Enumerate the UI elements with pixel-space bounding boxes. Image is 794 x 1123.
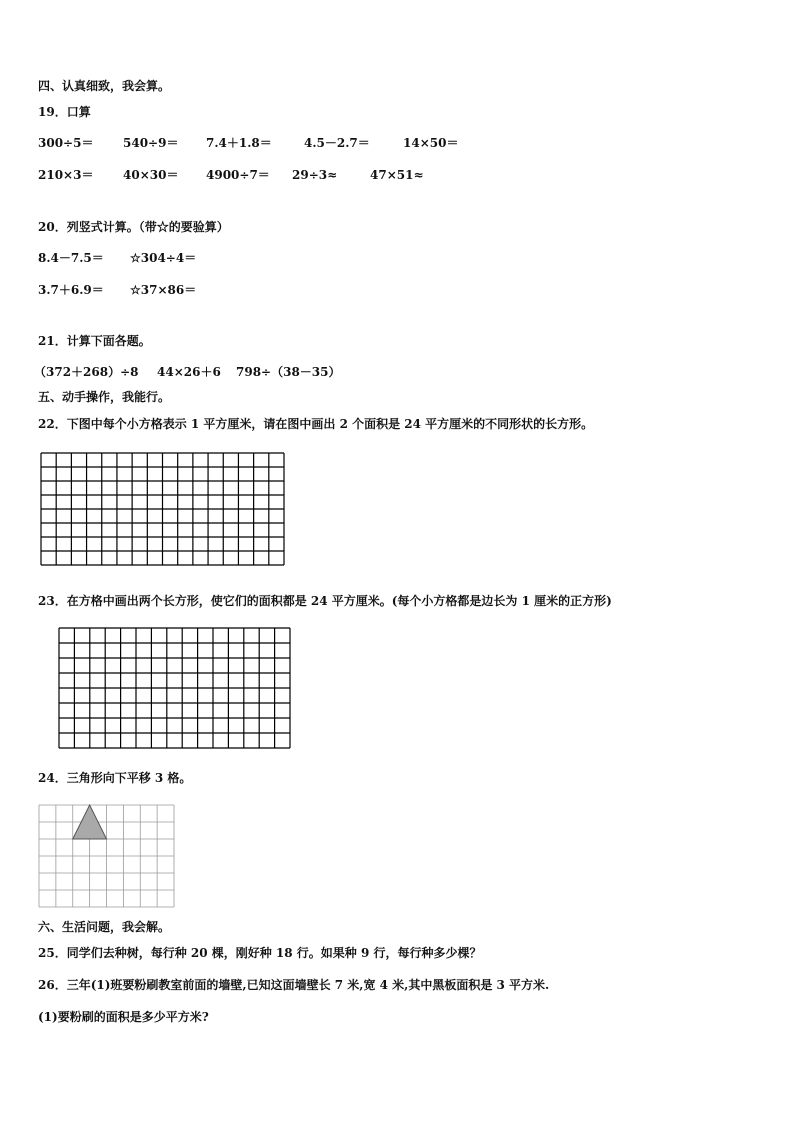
section-5-heading: 五、动手操作，我能行。 bbox=[38, 390, 171, 404]
oral-calc-item: 29÷3≈ bbox=[292, 168, 338, 182]
vertical-calc-item: 3.7＋6.9＝ bbox=[38, 283, 104, 297]
oral-calc-item: 47×51≈ bbox=[370, 168, 424, 182]
calc-expression: 44×26＋6 bbox=[157, 365, 221, 379]
calc-expression: 798÷（38－35） bbox=[236, 365, 341, 379]
question-19-label: 19．口算 bbox=[38, 105, 91, 119]
calc-expression: （372＋268）÷8 bbox=[34, 365, 139, 379]
question-24-text: 24．三角形向下平移 3 格。 bbox=[38, 771, 192, 785]
oral-calc-item: 210×3＝ bbox=[38, 168, 94, 182]
oral-calc-item: 540÷9＝ bbox=[123, 136, 179, 150]
vertical-calc-item: ☆304÷4＝ bbox=[130, 251, 197, 265]
question-22-text: 22．下图中每个小方格表示 1 平方厘米，请在图中画出 2 个面积是 24 平方厘米的不同形状的长方形。 bbox=[38, 417, 594, 431]
question-21-label: 21．计算下面各题。 bbox=[38, 334, 151, 348]
oral-calc-item: 300÷5＝ bbox=[38, 136, 94, 150]
triangle-grid-q24 bbox=[38, 804, 175, 908]
square-grid-q23 bbox=[58, 627, 291, 749]
question-20-label: 20．列竖式计算。（带☆的要验算） bbox=[38, 220, 229, 234]
question-26-text: 26．三年(1)班要粉刷教室前面的墙壁,已知这面墙壁长 7 米,宽 4 米,其中黑板面积是 3 平方米. bbox=[38, 978, 550, 992]
question-23-text: 23．在方格中画出两个长方形，使它们的面积都是 24 平方厘米。(每个小方格都是边长为 1 厘米的正方形) bbox=[38, 594, 612, 608]
vertical-calc-item: ☆37×86＝ bbox=[130, 283, 197, 297]
question-26-sub-1: (1)要粉刷的面积是多少平方米? bbox=[38, 1010, 209, 1024]
oral-calc-item: 4900÷7＝ bbox=[206, 168, 270, 182]
section-4-heading: 四、认真细致，我会算。 bbox=[38, 79, 171, 93]
oral-calc-item: 14×50＝ bbox=[403, 136, 459, 150]
vertical-calc-item: 8.4－7.5＝ bbox=[38, 251, 104, 265]
square-grid-q22 bbox=[40, 452, 285, 566]
oral-calc-item: 7.4＋1.8＝ bbox=[206, 136, 272, 150]
oral-calc-item: 4.5－2.7＝ bbox=[304, 136, 370, 150]
oral-calc-item: 40×30＝ bbox=[123, 168, 179, 182]
section-6-heading: 六、生活问题，我会解。 bbox=[38, 920, 171, 934]
question-25-text: 25．同学们去种树，每行种 20 棵，刚好种 18 行。如果种 9 行，每行种多少棵？ bbox=[38, 946, 482, 960]
